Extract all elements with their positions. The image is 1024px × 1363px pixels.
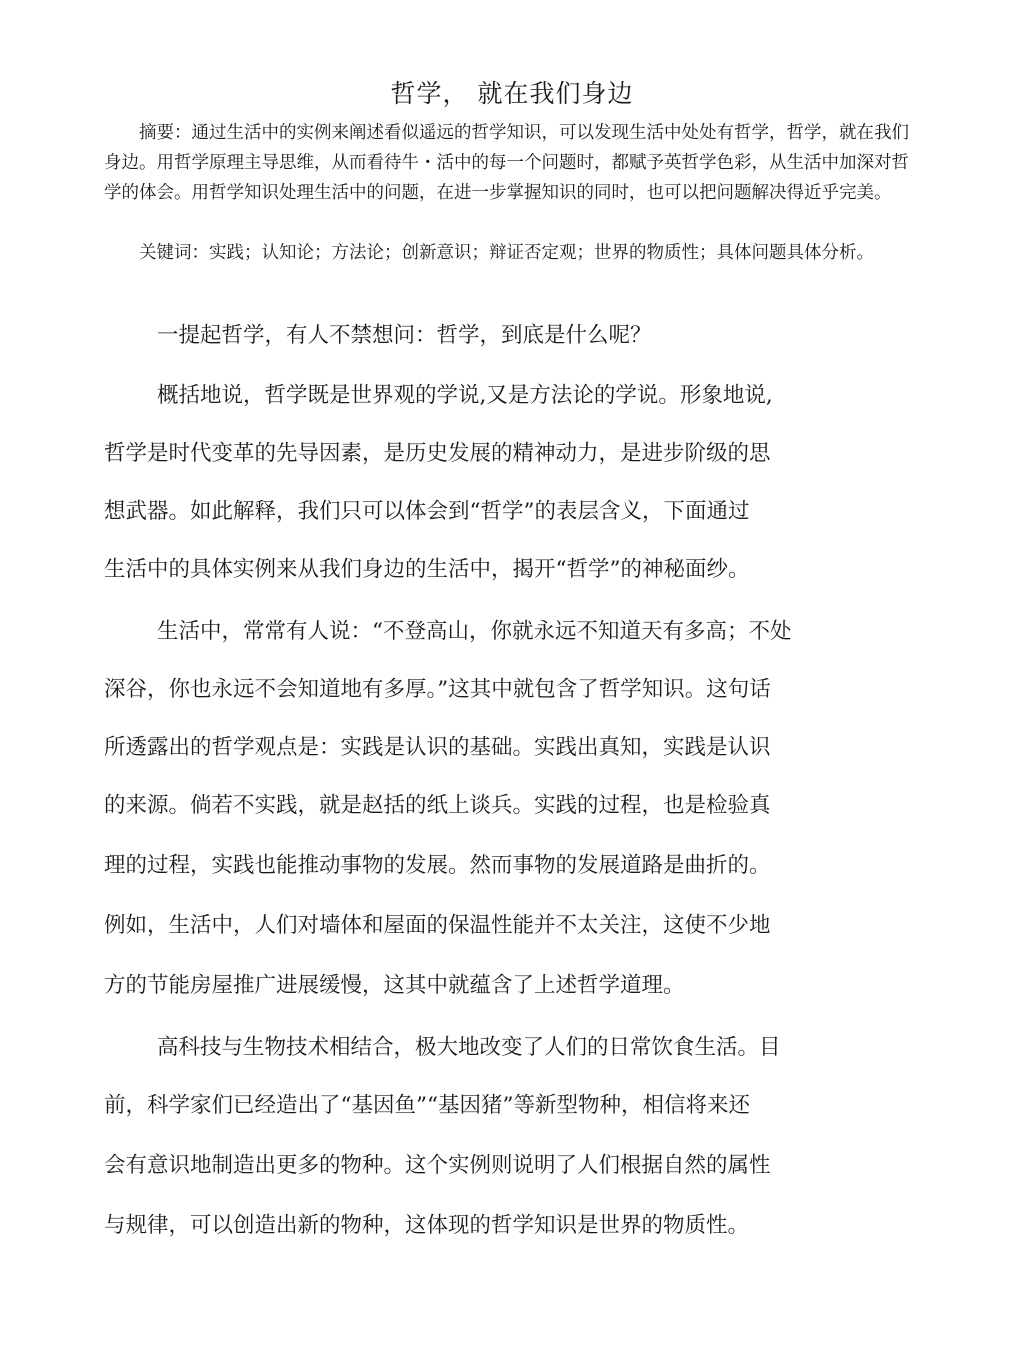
body-line: 高科技与生物技术相结合，极大地改变了人们的日常饮食生活。目 bbox=[157, 1035, 781, 1060]
body-line: 深谷，你也永远不会知道地有多厚。”这其中就包含了哲学知识。这句话 bbox=[104, 677, 771, 702]
body-line: 前，科学家们已经造出了“基因鱼”“基因猪”等新型物种，相信将来还 bbox=[104, 1093, 750, 1118]
body-line: 生活中的具体实例来从我们身边的生活中，揭开“哲学”的神秘面纱。 bbox=[104, 557, 750, 582]
body-line: 与规律，可以创造出新的物种，这体现的哲学知识是世界的物质性。 bbox=[104, 1213, 750, 1238]
body-line: 想武器。如此解释，我们只可以体会到“哲学”的表层含义，下面通过 bbox=[104, 499, 750, 524]
body-line: 一提起哲学，有人不禁想问：哲学，到底是什么呢？ bbox=[157, 323, 652, 348]
body-line: 所透露出的哲学观点是：实践是认识的基础。实践出真知，实践是认识 bbox=[104, 735, 771, 760]
body-line: 理的过程，实践也能推动事物的发展。然而事物的发展道路是曲折的。 bbox=[104, 853, 771, 878]
body-line: 例如，生活中，人们对墙体和屋面的保温性能并不太关注，这使不少地 bbox=[104, 913, 771, 938]
body-line: 方的节能房屋推广进展缓慢，这其中就蕴含了上述哲学道理。 bbox=[104, 973, 685, 998]
body-line: 概括地说，哲学既是世界观的学说,又是方法论的学说。形象地说, bbox=[157, 383, 773, 408]
body-line: 生活中，常常有人说：“不登高山，你就永远不知道天有多高；不处 bbox=[157, 619, 792, 644]
abstract-paragraph: 摘要：通过生活中的实例来阐述看似遥远的哲学知识，可以发现生活中处处有哲学，哲学，就在我们身边。用哲学原理主导思维，从而看待牛・活中的每一个问题时，都赋予英哲学色彩，从生活中加深对哲学的体会。用哲学知识处理生活中的问题，在进一步掌握知识的同时，也可以把问题解决得近乎完美。 bbox=[104, 123, 909, 203]
document-title: 哲学， 就在我们身边 bbox=[390, 79, 634, 108]
body-line: 的来源。倘若不实践，就是赵括的纸上谈兵。实践的过程，也是检验真 bbox=[104, 793, 771, 818]
keywords-paragraph: 关键词：实践；认知论；方法论；创新意识；辩证否定观；世界的物质性；具体问题具体分析。 bbox=[139, 243, 874, 263]
body-line: 哲学是时代变革的先导因素，是历史发展的精神动力，是进步阶级的思 bbox=[104, 441, 771, 466]
body-line: 会有意识地制造出更多的物种。这个实例则说明了人们根据自然的属性 bbox=[104, 1153, 771, 1178]
